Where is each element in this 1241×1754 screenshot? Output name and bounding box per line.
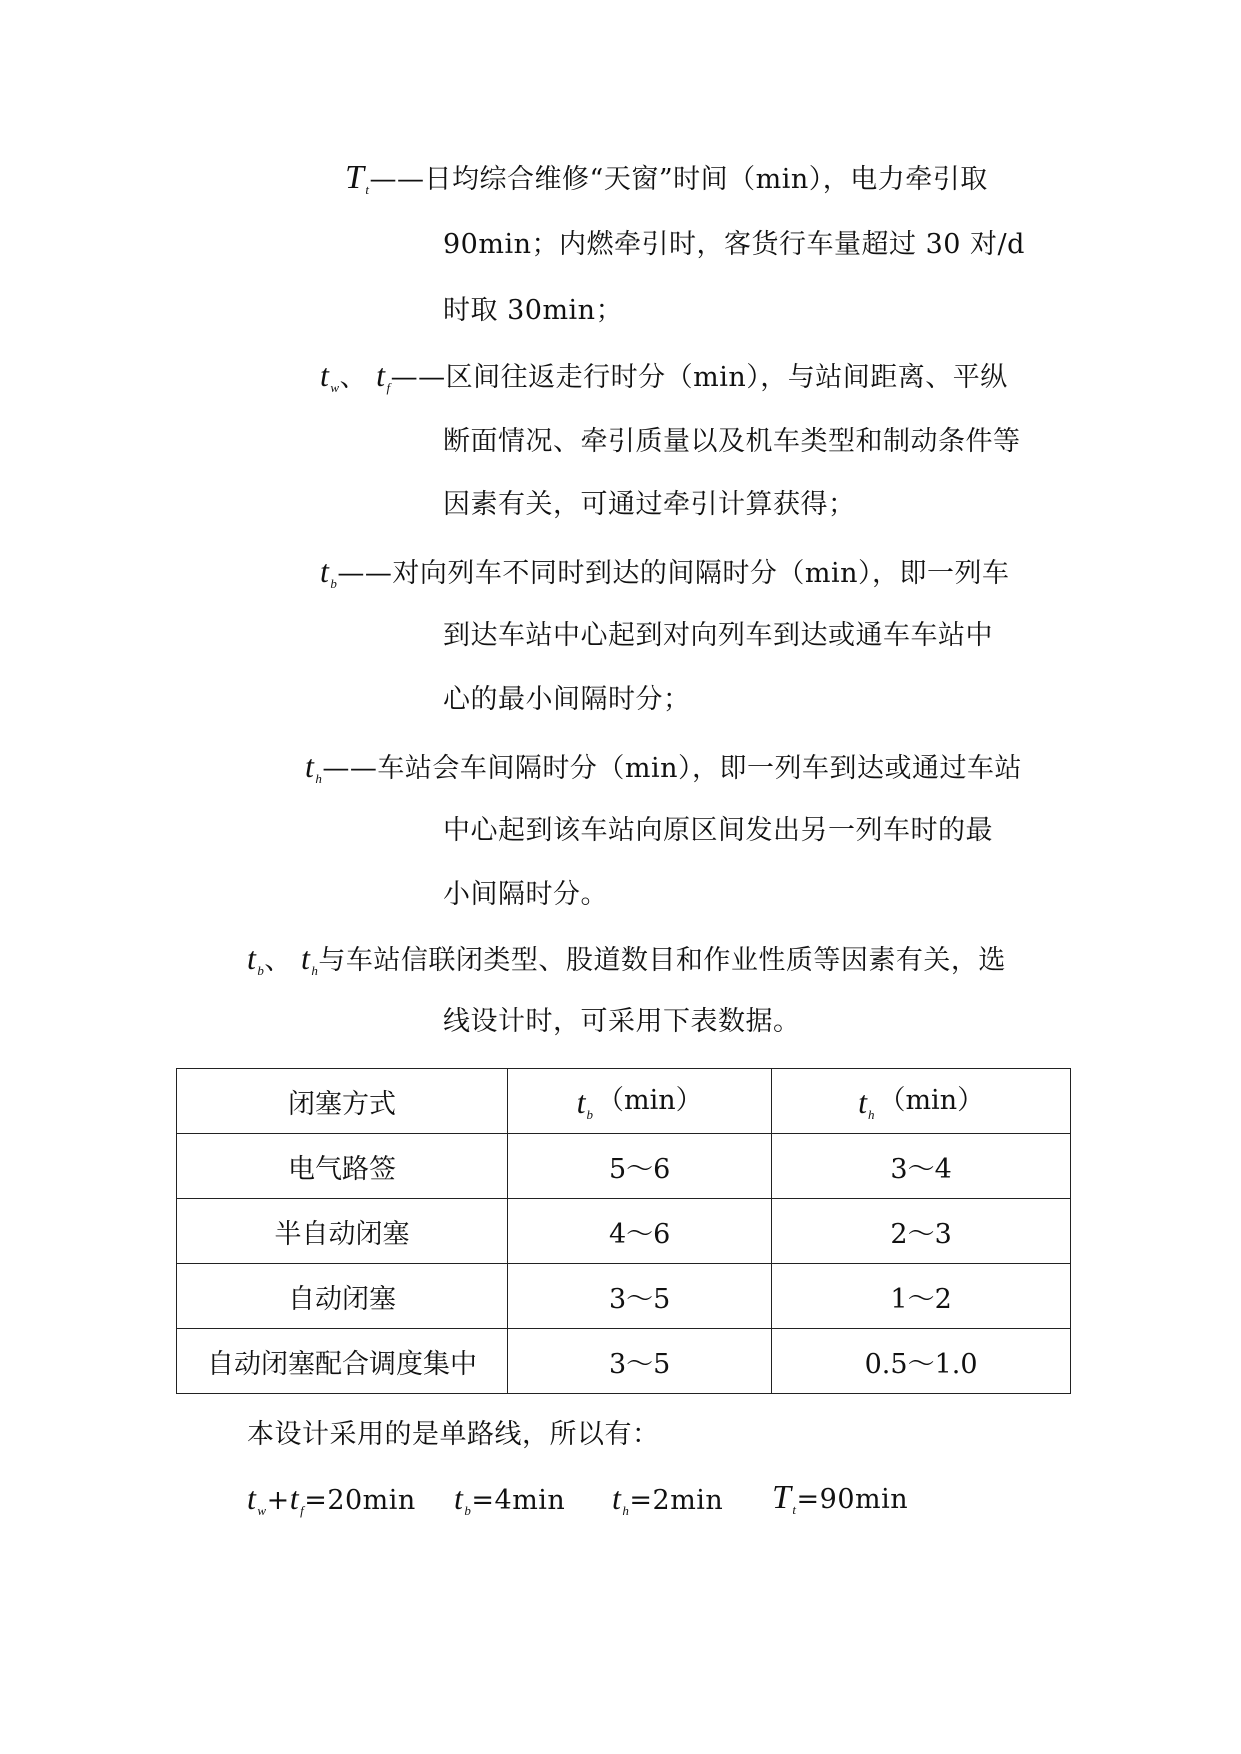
table-cell: 3～4: [772, 1134, 1071, 1199]
conclusion-text: 本设计采用的是单路线，所以有：: [247, 1419, 660, 1450]
subscript-f: f: [386, 380, 391, 395]
separator: 、: [264, 945, 292, 976]
table-cell: 2～3: [772, 1199, 1071, 1264]
def-twtf-line-2: 断面情况、牵引质量以及机车类型和制动条件等: [443, 426, 1021, 457]
table-row: [177, 1134, 1071, 1199]
subscript-h: h: [315, 771, 323, 786]
table-cell: 3～5: [508, 1329, 772, 1394]
table-row: [177, 1329, 1071, 1394]
header-th: $t_h$ （min）: [772, 1069, 1071, 1134]
table-cell: 0.5～1.0: [772, 1329, 1071, 1394]
def-Tt-line-2: 90min；内燃牵引时，客货行车量超过 30 对/d: [443, 229, 1025, 260]
symbol-th: t: [300, 940, 311, 976]
subscript-b: b: [330, 576, 338, 591]
table-row: [177, 1199, 1071, 1264]
value-tb: $t_b=4\min$: [454, 1480, 566, 1518]
def-tb-line-1: [320, 553, 1010, 596]
symbol-T: T: [345, 159, 365, 196]
symbol-tb: t: [320, 553, 330, 589]
table-cell: 3～5: [508, 1264, 772, 1329]
subscript-h: h: [311, 963, 319, 978]
subscript-t: t: [365, 182, 370, 197]
def-tb-line-2: 到达车站中心起到对向列车到达或通车车站中: [443, 620, 993, 651]
table-cell: 自动闭塞配合调度集中: [177, 1329, 508, 1394]
header-tb: $t_b$ （min）: [508, 1069, 772, 1134]
table-cell: 5～6: [508, 1134, 772, 1199]
def-twtf-text-1: ——区间往返走行时分（min），与站间距离、平纵: [390, 362, 1008, 393]
def-th-text-1: ——车站会车间隔时分（min），即一列车到达或通过车站: [322, 753, 1023, 784]
table-row: [177, 1264, 1071, 1329]
subscript-b: b: [257, 963, 265, 978]
blocking-table: [176, 1068, 1071, 1394]
value-th: $t_h=2\min$: [612, 1480, 724, 1518]
symbol-tf: t: [376, 357, 386, 393]
def-Tt-line-1: [345, 160, 988, 202]
table-cell: 半自动闭塞: [177, 1199, 508, 1264]
def-twtf-line-3: 因素有关，可通过牵引计算获得；: [443, 489, 856, 520]
table-cell: 电气路签: [177, 1134, 508, 1199]
value-twtf: $t_w+t_f=20\min$: [247, 1480, 416, 1518]
table-cell: 4～6: [508, 1199, 772, 1264]
note-text-1: 与车站信联闭类型、股道数目和作业性质等因素有关，选: [318, 945, 1006, 976]
def-th-line-2: 中心起到该车站向原区间发出另一列车时的最: [443, 815, 993, 846]
def-tb-line-3: 心的最小间隔时分；: [443, 684, 691, 715]
table-cell: 自动闭塞: [177, 1264, 508, 1329]
table-header-row: [177, 1069, 1071, 1134]
note-line-2: 线设计时，可采用下表数据。: [443, 1006, 801, 1037]
def-th-line-1: [305, 748, 1022, 791]
symbol-th: t: [305, 748, 315, 784]
table-cell: 1～2: [772, 1264, 1071, 1329]
value-Tt: $T_t=90\min$: [772, 1479, 909, 1517]
def-Tt-text-1: ——日均综合维修“天窗”时间（min），电力牵引取: [369, 164, 988, 195]
note-line-1: [247, 940, 1006, 983]
def-th-line-3: 小间隔时分。: [443, 879, 608, 910]
def-Tt-line-3: 时取 30min；: [443, 295, 624, 326]
symbol-tb: t: [247, 940, 257, 976]
def-twtf-line-1: [320, 357, 1008, 400]
header-blocking-method: 闭塞方式: [177, 1069, 508, 1134]
separator: 、: [339, 362, 368, 393]
symbol-tw: t: [320, 357, 330, 393]
subscript-w: w: [330, 380, 340, 395]
def-tb-text-1: ——对向列车不同时到达的间隔时分（min），即一列车: [337, 558, 1010, 589]
